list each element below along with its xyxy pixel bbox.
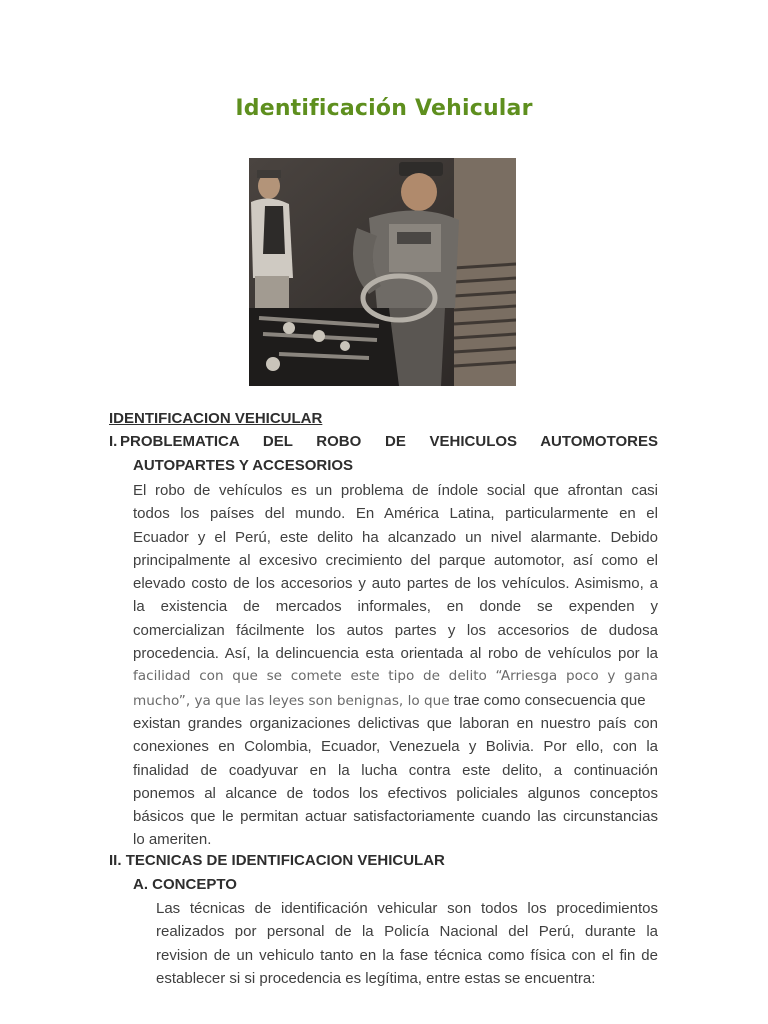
section-1-number: I.: [109, 433, 118, 450]
paragraph-line: revision de un vehiculo tanto en la fase técnica como física con el fin de: [156, 946, 658, 964]
section-1-title-line1: PROBLEMATICA DEL ROBO DE VEHICULOS AUTOMOTORES: [120, 433, 658, 450]
paragraph-line: comercializan fácilmente los autos partes y los accesorios de dudosa: [133, 621, 658, 639]
paragraph-line: básicos que le permitan actuar satisfactoriamente cuando las circunstancias: [133, 808, 658, 826]
paragraph-fragment: trae como consecuencia que: [449, 691, 646, 709]
paragraph-line: establecer si si procedencia es legítima, entre estas se encuentra:: [156, 969, 596, 987]
paragraph-line: elevado costo de los accesorios y auto partes de los vehículos. Asimismo, a: [133, 575, 658, 593]
paragraph-line: Ecuador y el Perú, este delito ha alcanzado un nivel alarmante. Debido: [133, 528, 658, 546]
paragraph-line: procedencia. Así, la delincuencia esta orientada al robo de vehículos por la: [133, 645, 658, 663]
section-heading: IDENTIFICACION VEHICULAR: [109, 410, 323, 427]
paragraph-line: facilidad con que se comete este tipo de delito “Arriesga poco y gana: [133, 668, 658, 685]
paragraph-line: existan grandes organizaciones delictivas que laboran en nuestro país con: [133, 714, 658, 732]
paragraph-line: ponemos al alcance de todos los efectivos policiales algunos conceptos: [133, 784, 658, 802]
section-2-title: [109, 852, 445, 869]
subsection-a-title: [133, 876, 237, 893]
section-2-title-text: TECNICAS DE IDENTIFICACION VEHICULAR: [125, 852, 445, 869]
paragraph-line: lo ameriten.: [133, 831, 212, 849]
police-photo: [249, 158, 516, 386]
document-title: Identificación Vehicular: [235, 96, 533, 121]
section-1-title: [109, 433, 658, 457]
paragraph-line-mixed: [133, 689, 658, 712]
paragraph-line: la existencia de mercados informales, en donde se expenden y: [133, 598, 658, 616]
subsection-a-text: CONCEPTO: [152, 876, 237, 893]
section-1-title-line2: AUTOPARTES Y ACCESORIOS: [133, 457, 354, 474]
paragraph-line: conexiones en Colombia, Ecuador, Venezuela y Bolivia. Por ello, con la: [133, 738, 658, 756]
paragraph-line: realizados por personal de la Policía Nacional del Perú, durante la: [156, 923, 658, 941]
paragraph-fragment: mucho”, ya que las leyes son benignas, lo que: [133, 692, 450, 709]
section-1-paragraph: [133, 479, 658, 852]
subsection-a-number: A.: [133, 876, 148, 893]
paragraph-line: El robo de vehículos es un problema de índole social que afrontan casi: [133, 482, 658, 499]
section-2-number: II.: [109, 852, 122, 869]
paragraph-line: finalidad de coadyuvar en la lucha contra este delito, a continuación: [133, 761, 658, 779]
subsection-a-paragraph: [156, 897, 658, 990]
paragraph-line: principalmente al excesivo crecimiento del parque automotor, así como el: [133, 551, 658, 569]
paragraph-line: Las técnicas de identificación vehicular son todos los procedimientos: [156, 900, 658, 917]
paragraph-line: todos los países del mundo. En América Latina, particularmente en el: [133, 505, 658, 523]
